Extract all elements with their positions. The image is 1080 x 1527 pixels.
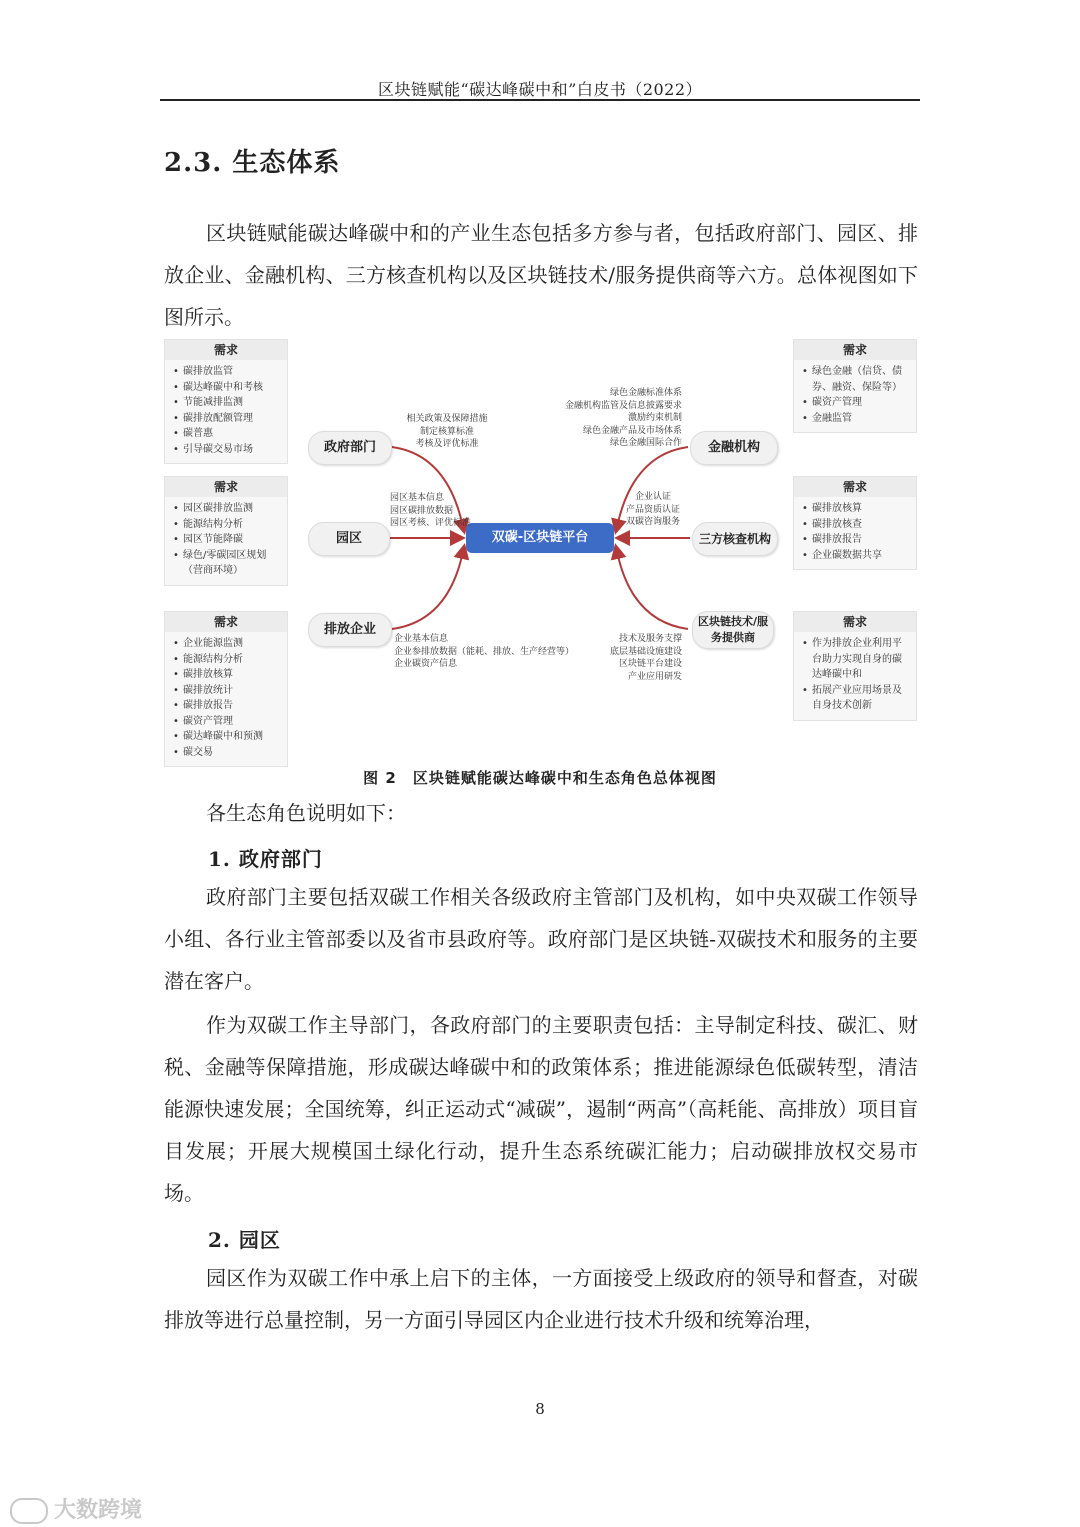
need-item: • 碳资产管理 bbox=[802, 395, 910, 411]
role-park: 园区 bbox=[308, 522, 390, 556]
need-item: • 作为排放企业利用平台助力实现自身的碳达峰碳中和 bbox=[802, 636, 910, 683]
chat-bubble-icon bbox=[10, 1498, 48, 1524]
flow-tech bbox=[580, 633, 682, 683]
need-box-emit bbox=[164, 611, 288, 767]
need-item: • 能源结构分析 bbox=[173, 517, 281, 533]
need-item: • 能源结构分析 bbox=[173, 652, 281, 668]
paragraph-gov-1: 政府部门主要包括双碳工作相关各级政府主管部门及机构，如中央双碳工作领导小组、各行业主管部委以及省市县政府等。政府部门是区块链-双碳技术和服务的主要潜在客户。 bbox=[164, 885, 918, 993]
need-item: • 碳达峰碳中和预测 bbox=[173, 729, 281, 745]
role-gov: 政府部门 bbox=[308, 431, 392, 465]
flow-item: 制定核算标准 bbox=[419, 426, 474, 437]
flow-item: 产品资质认证 bbox=[625, 504, 680, 515]
need-item: • 园区碳排放监测 bbox=[173, 501, 281, 517]
flow-item: 绿色金融产品及市场体系 bbox=[582, 425, 682, 436]
need-item: • 碳排放配额管理 bbox=[173, 411, 281, 427]
flow-item: 绿色金融标准体系 bbox=[609, 388, 682, 398]
need-box-tech bbox=[793, 611, 917, 721]
role-emit: 排放企业 bbox=[308, 613, 392, 647]
figure-caption: 图 2 区块链赋能碳达峰碳中和生态角色总体视图 bbox=[363, 769, 717, 787]
need-item: • 拓展产业应用场景及自身技术创新 bbox=[802, 683, 910, 714]
intro-paragraph: 区块链赋能碳达峰碳中和的产业生态包括多方参与者，包括政府部门、园区、排放企业、金融机构、三方核查机构以及区块链技术/服务提供商等六方。总体视图如下图所示。 bbox=[164, 221, 918, 329]
role-finance: 金融机构 bbox=[690, 431, 778, 465]
flow-item: 企业基本信息 bbox=[394, 634, 449, 644]
flow-item: 园区基本信息 bbox=[390, 493, 445, 503]
need-item: • 引导碳交易市场 bbox=[173, 442, 281, 458]
need-item: • 碳排放核算 bbox=[173, 667, 281, 683]
item-title-gov: 1. 政府部门 bbox=[208, 847, 323, 871]
header-rule bbox=[160, 99, 920, 101]
flow-item: 园区碳排放数据 bbox=[390, 505, 454, 516]
need-item: • 碳排放统计 bbox=[173, 683, 281, 699]
flow-item: 激励约束机制 bbox=[627, 413, 682, 423]
flow-item: 技术及服务支撑 bbox=[618, 634, 682, 644]
flow-item: 企业参排放数据（能耗、排放、生产经营等） bbox=[394, 646, 575, 657]
flow-finance bbox=[540, 387, 682, 450]
flow-item: 底层基础设施建设 bbox=[609, 646, 682, 657]
need-box-title: 需求 bbox=[165, 340, 287, 360]
flow-item: 金融机构监管及信息披露要求 bbox=[564, 400, 682, 411]
need-item: • 碳排放核查 bbox=[802, 517, 910, 533]
item-title-park: 2. 园区 bbox=[208, 1228, 281, 1252]
ecosystem-diagram bbox=[160, 335, 920, 763]
need-item: • 碳排放报告 bbox=[802, 532, 910, 548]
platform-node: 双碳-区块链平台 bbox=[466, 523, 614, 553]
need-item: • 绿色金融（信贷、债券、融资、保险等） bbox=[802, 364, 910, 395]
need-box-title: 需求 bbox=[794, 612, 916, 632]
need-box-title: 需求 bbox=[165, 612, 287, 632]
need-box-gov bbox=[164, 339, 288, 464]
flow-emit bbox=[394, 633, 574, 671]
paragraph-gov-2: 作为双碳工作主导部门，各政府部门的主要职责包括：主导制定科技、碳汇、财税、金融等保障措施，形成碳达峰碳中和的政策体系；推进能源绿色低碳转型，清洁能源快速发展；全国统筹，纠正运动式“减碳”，遏制“两高”（高耗能、高排放）项目盲目发展；开展大规模国土绿化行动，提升生态系统碳汇能力；启动碳排放权交易市场。 bbox=[164, 1013, 918, 1205]
watermark bbox=[10, 1493, 142, 1524]
need-box-audit bbox=[793, 476, 917, 570]
watermark-text: 大数跨境 bbox=[54, 1498, 143, 1523]
flow-item: 区块链平台建设 bbox=[618, 659, 682, 669]
flow-item: 双碳咨询服务 bbox=[625, 517, 680, 527]
need-item: • 园区节能降碳 bbox=[173, 532, 281, 548]
need-box-title: 需求 bbox=[165, 477, 287, 497]
need-item: • 碳交易 bbox=[173, 745, 281, 761]
flow-item: 园区考核、评优标准 bbox=[390, 518, 472, 528]
flow-item: 产业应用研发 bbox=[627, 671, 682, 682]
need-box-title: 需求 bbox=[794, 477, 916, 497]
need-item: • 碳资产管理 bbox=[173, 714, 281, 730]
need-box-title: 需求 bbox=[794, 340, 916, 360]
flow-gov bbox=[392, 413, 502, 451]
need-item: • 碳排放核算 bbox=[802, 501, 910, 517]
role-audit: 三方核查机构 bbox=[692, 522, 778, 556]
role-tech: 区块链技术/服务提供商 bbox=[692, 611, 774, 649]
need-item: • 碳普惠 bbox=[173, 426, 281, 442]
running-header: 区块链赋能“碳达峰碳中和”白皮书（2022） bbox=[377, 80, 703, 99]
flow-park bbox=[390, 492, 471, 530]
flow-item: 相关政策及保障措施 bbox=[406, 414, 488, 424]
need-box-finance bbox=[793, 339, 917, 433]
need-item: • 节能减排监测 bbox=[173, 395, 281, 411]
flow-item: 考核及评优标准 bbox=[415, 439, 479, 449]
need-item: • 企业碳数据共享 bbox=[802, 548, 910, 564]
flow-item: 绿色金融国际合作 bbox=[609, 438, 682, 448]
need-item: • 金融监管 bbox=[802, 411, 910, 427]
arrow-emit bbox=[392, 547, 464, 629]
need-item: • 绿色/零碳园区规划（营商环境） bbox=[173, 548, 281, 579]
paragraph-park-1: 园区作为双碳工作中承上启下的主体，一方面接受上级政府的领导和督查，对碳排放等进行总量控制，另一方面引导园区内企业进行技术升级和统筹治理， bbox=[164, 1266, 918, 1332]
arrow-tech bbox=[616, 547, 688, 629]
section-title: 2.3. 生态体系 bbox=[164, 148, 341, 178]
need-item: • 企业能源监测 bbox=[173, 636, 281, 652]
page-number: 8 bbox=[535, 1400, 545, 1418]
roles-intro: 各生态角色说明如下： bbox=[206, 801, 406, 825]
flow-audit bbox=[610, 491, 696, 529]
need-box-park bbox=[164, 476, 288, 586]
need-item: • 碳排放监管 bbox=[173, 364, 281, 380]
need-item: • 碳排放报告 bbox=[173, 698, 281, 714]
flow-item: 企业认证 bbox=[634, 492, 671, 502]
need-item: • 碳达峰碳中和考核 bbox=[173, 380, 281, 396]
flow-item: 企业碳资产信息 bbox=[394, 659, 458, 669]
